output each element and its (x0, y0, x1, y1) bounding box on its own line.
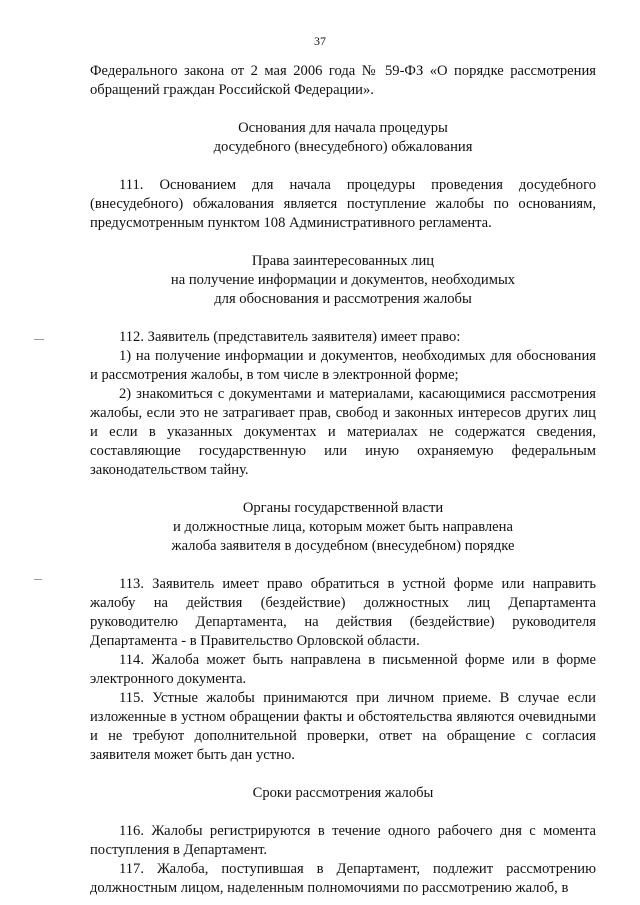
heading-line: Органы государственной власти (242, 500, 444, 516)
document-body (90, 62, 596, 898)
paragraph: 117. Жалоба, поступившая в Департамент, подлежит рассмотрению должностным лицом, наделенным полномочиями по рассмотрению жалоб, в (90, 861, 596, 896)
intro-paragraph: Федерального закона от 2 мая 2006 года № 59-ФЗ «О порядке рассмотрения обращений граждан Российской Федерации». (90, 63, 596, 98)
section-heading (90, 252, 596, 309)
page-number: 37 (314, 34, 326, 48)
heading-line: и должностные лица, которым может быть направлена (173, 519, 513, 535)
paragraph: 1) на получение информации и документов, необходимых для обоснования и рассмотрения жалобы, в том числе в электронной форме; (90, 348, 596, 383)
heading-line: Сроки рассмотрения жалобы (252, 785, 434, 801)
paragraph: 113. Заявитель имеет право обратиться в устной форме или направить жалобу на действия (бездействие) должностных лиц Департамента руководителю Департамента, на действия (бездействие) руководителя Департамента - в Правительство Орловской области. (90, 576, 596, 649)
scan-mark (34, 339, 44, 340)
heading-line: жалоба заявителя в досудебном (внесудебном) порядке (171, 538, 515, 554)
paragraph: 112. Заявитель (представитель заявителя) имеет право: (119, 329, 461, 345)
paragraph: 116. Жалобы регистрируются в течение одного рабочего дня с момента поступления в Департамент. (90, 823, 596, 858)
heading-line: на получение информации и документов, необходимых (170, 272, 516, 288)
scan-mark (34, 579, 42, 580)
paragraph: 115. Устные жалобы принимаются при личном приеме. В случае если изложенные в устном обращении факты и обстоятельства являются очевидными и не требуют дополнительной проверки, ответ на обращение с согласия заявителя может быть дан устно. (90, 690, 596, 763)
heading-line: для обоснования и рассмотрения жалобы (214, 291, 472, 307)
paragraph: 114. Жалоба может быть направлена в письменной форме или в форме электронного документа. (90, 652, 596, 687)
section-heading (90, 499, 596, 556)
section-heading (90, 119, 596, 157)
heading-line: Основания для начала процедуры (238, 120, 448, 136)
paragraph: 111. Основанием для начала процедуры проведения досудебного (внесудебного) обжалования является поступление жалобы по основаниям, предусмотренным пунктом 108 Административного регламента. (90, 177, 596, 231)
heading-line: досудебного (внесудебного) обжалования (213, 139, 473, 155)
heading-line: Права заинтересованных лиц (251, 253, 435, 269)
paragraph: 2) знакомиться с документами и материалами, касающимися рассмотрения жалобы, если это не затрагивает прав, свобод и законных интересов других лиц и если в указанных документах и материалах не содержатся сведения, составляющие государственную или иную охраняемую федеральным законодательством тайну. (90, 386, 596, 478)
section-heading (90, 784, 596, 803)
